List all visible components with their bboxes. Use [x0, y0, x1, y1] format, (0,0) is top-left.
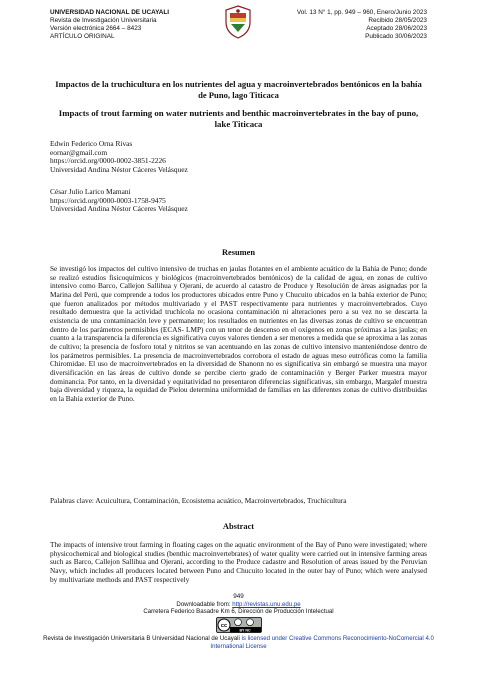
license-link[interactable]: is licensed under Creative Commons Reconocimiento-NoComercial 4.0 International License: [210, 635, 434, 650]
university-name: UNIVERSIDAD NACIONAL DE UCAYALI: [50, 9, 170, 16]
journal-name: Revista de Investigación Universitaria: [50, 17, 157, 24]
author-orcid-link[interactable]: https://orcid.org/0000-0003-1758-9475: [50, 195, 166, 205]
author-orcid-link[interactable]: https://orcid.org/0000-0002-3851-2226: [50, 156, 166, 166]
abstract-text: The impacts of intensive trout farming in floating cages on the aquatic environment of the Bay of Puno were investigated; where physicochemical and biological studies (benthic macroinvertebrates) of water quality were carried out in intensive farming areas such as Barco, Callejon Sallihua and Ojerani, according to the Produce cadastre and Resolution of areas issued by the Peruvian Navy, which includes all producers located between Puno and Chucuito located in the outer bay of Puno; which were analysed by multivariate methods and PAST respectively: [50, 540, 427, 584]
journal-link[interactable]: http://revistas.unu.edu.pe: [232, 601, 301, 608]
received-date: Recibido 28/05/2023: [368, 17, 427, 24]
creative-commons-badge-icon[interactable]: [216, 617, 262, 633]
accepted-date: Aceptado 28/06/2023: [366, 25, 427, 32]
resumen-text: Se investigó los impactos del cultivo intensivo de truchas en jaulas flotantes en el ambiente acuático de la Bahía de Puno; donde se realizó estudios fisicoquímicos y biológicos (macroinvertebrados bentónicos) de la calidad de agua, en zonas de cultivo intensivo como Barco, Callejon Sallihua y Ojerani, de acuerdo al catastro de Produce y Resolución de áreas asignadas por la Marina del Perú, que comprende a todos los productores ubicados entre Puno y Chucuito ubicados en la bahía exterior de Puno; que fueron analizados por métodos multivariado y el PAST respectivamente para nutrientes y macroinvertebrados. Cuyo resultado demuestra que la actividad truchícola no ocasiona contaminación ni alteraciones pero a su vez no se descarta la existencia de una contaminación leve y permanente; los resultados en nutrientes en las diversas zonas de cultivo se encuentran dentro de los parámetros permisibles (ECAS- LMP) con un tenor de descenso en el oxígenos en zonas próximas a las jaulas; en cuanto a la transparencia la diferencia es significativa cuyos valores tienden a ser menores a medida que se aproxima a las zonas de cultivo; la presencia de fosforo total y nitritos se van acentuando en las zonas de cultivo intensivo manteniéndose dentro de los parámetros permisibles. La presencia de macroinvertebrados corrobora el estado de aguas meso eutróficas como la familia Chiromidae. El uso de macroinvertebrados en la diversidad de Shanonn no es significativa sin embargó se muestra una mayor diversificación en las áreas de cultivo donde se percibe cierto grado de contaminación y Berger Parker muestra mayor dominancia. Por tanto, en la diversidad y equitatividad no presentaron diferencias significativas, sin embargo, Margalef muestra baja diversidad y riqueza, la equidad de Pielou determina uniformidad de familias en las diferentes zonas de cultivo distribuidas en la Bahía exterior de Puno.: [50, 264, 427, 403]
address-line: Carretera Federico Basadre Km 6, Dirección de Producción Intelectual: [143, 608, 334, 615]
article-type: ARTÍCULO ORIGINAL: [50, 33, 115, 40]
keywords-label: Palabras clave:: [50, 496, 94, 505]
volume-info: Vol. 13 N° 1, pp. 949 – 960, Enero/Junio 2023: [296, 9, 427, 16]
author-block-2: [50, 188, 188, 214]
author-name: César Julio Larico Mamani: [50, 187, 131, 196]
author-affiliation: Universidad Andina Néstor Cáceres Velásquez: [50, 164, 188, 174]
page-number: 949: [233, 593, 244, 600]
author-affiliation: Universidad Andina Néstor Cáceres Velásquez: [50, 204, 188, 214]
published-date: Publicado 30/06/2023: [365, 33, 427, 40]
university-seal-icon: [224, 5, 252, 39]
journal-header-right: [297, 9, 427, 41]
journal-header-left: [50, 9, 169, 41]
downloadable-label: Downloadable from:: [176, 601, 231, 608]
title-spanish: Impactos de la truchicultura en los nutrientes del agua y macroinvertebrados bentónicos en la bahía de Puno, lago Titicaca: [55, 79, 422, 100]
author-email[interactable]: eornar@gmail.com: [50, 147, 108, 157]
title-english: Impacts of trout farming on water nutrients and benthic macroinvertebrates in the bay of puno, lake Titicaca: [58, 108, 419, 129]
keywords-line: [50, 497, 427, 506]
license-notice: [40, 635, 437, 650]
electronic-version: Versión electrónica 2664 – 8423: [50, 25, 142, 32]
author-name: Edwin Federico Orna Rivas: [50, 139, 133, 148]
resumen-heading: Resumen: [221, 248, 256, 257]
abstract-heading: Abstract: [222, 522, 255, 531]
keywords-list: Acuicultura, Contaminación, Ecosistema acuático, Macroinvertebrados, Truchicultura: [95, 496, 347, 505]
svg-text:cc: cc: [220, 623, 228, 630]
cc-badge-text: BY NC: [239, 628, 251, 633]
author-block-1: [50, 140, 188, 174]
license-work: Revista de Investigación Universitaria B Universidad Nacional de Ucayali: [43, 635, 240, 642]
